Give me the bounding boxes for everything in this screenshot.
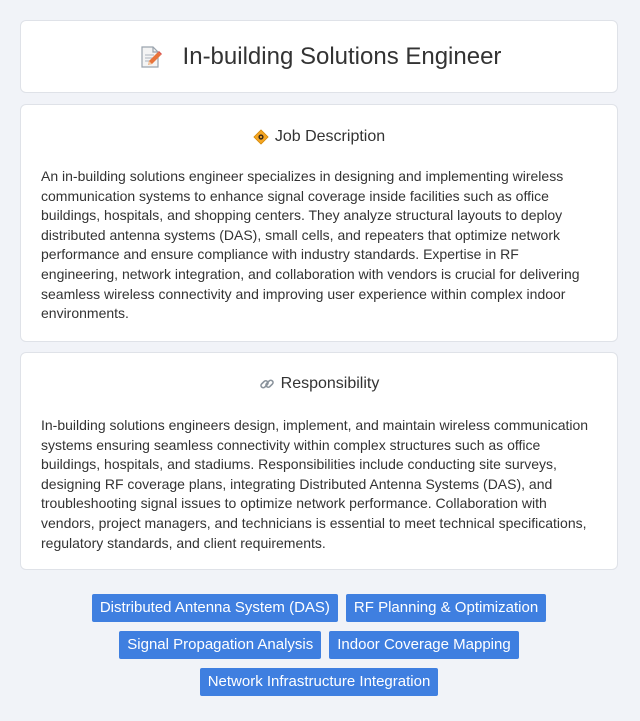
job-description-heading: Job Description: [274, 128, 386, 145]
link-icon: [259, 376, 275, 392]
skill-tags: [20, 594, 618, 696]
document-pencil-icon: [137, 44, 163, 70]
responsibility-heading: Responsibility: [280, 375, 380, 392]
responsibility-header: [41, 374, 597, 394]
tag-diamond-icon: [253, 129, 269, 145]
title-card: [20, 20, 618, 93]
responsibility-card: [20, 352, 618, 570]
skill-tag[interactable]: Distributed Antenna System (DAS): [92, 594, 338, 622]
responsibility-text: In-building solutions engineers design, implement, and maintain wireless communication systems ensuring seamless connectivity within complex structures such as office buildings, hospitals, and stadiums. Responsibilities include conducting site surveys, designing RF coverage plans, integrating Distributed Antenna Systems (DAS), and troubleshooting signal issues to optimize network performance. Collaboration with vendors, project managers, and technicians is essential to meet technical specifications, regulatory standards, and client requirements.: [41, 417, 589, 551]
skill-tag[interactable]: Signal Propagation Analysis: [119, 631, 321, 659]
skill-tag[interactable]: Network Infrastructure Integration: [200, 668, 439, 696]
job-description-text: An in-building solutions engineer specializes in designing and implementing wireless communication systems to enhance signal coverage inside facilities such as office buildings, hospitals, and shopping centers. They analyze structural layouts to deploy distributed antenna systems (DAS), small cells, and repeaters that optimize network performance and ensure compliance with industry standards. Expertise in RF engineering, network integration, and collaboration with vendors is crucial for delivering seamless wireless connectivity and improving user experience within complex indoor environments.: [41, 168, 580, 322]
job-description-card: [20, 104, 618, 342]
skill-tag[interactable]: Indoor Coverage Mapping: [329, 631, 518, 659]
page-title: In-building Solutions Engineer: [182, 42, 502, 70]
job-description-header: [41, 127, 597, 147]
skill-tag[interactable]: RF Planning & Optimization: [346, 594, 546, 622]
